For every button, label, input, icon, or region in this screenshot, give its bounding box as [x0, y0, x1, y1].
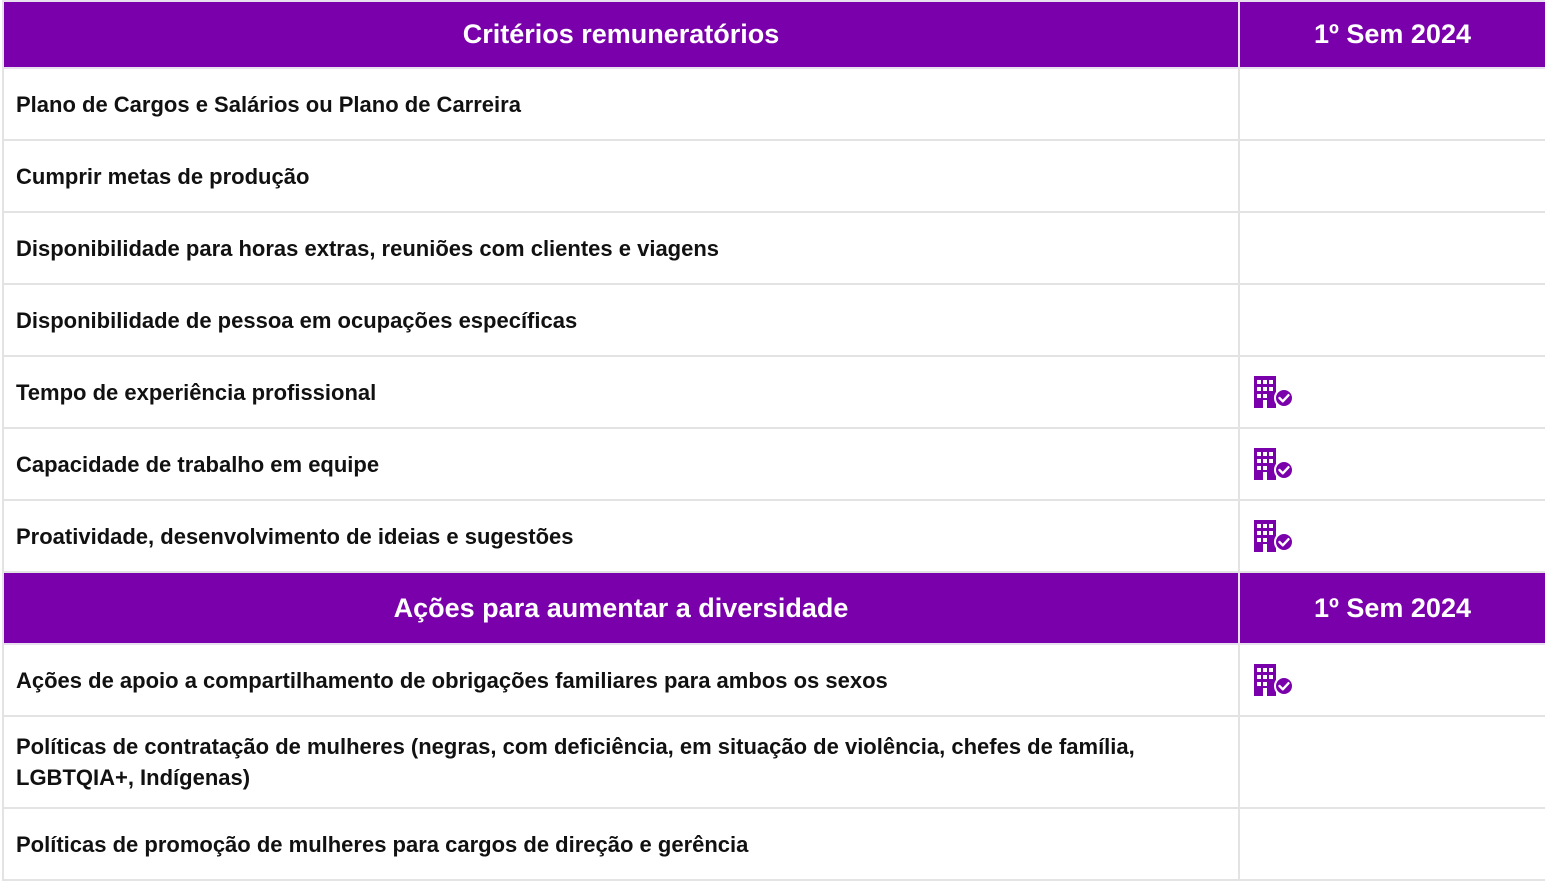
table-row: [3, 500, 1545, 572]
status-cell: [1239, 428, 1545, 500]
section-title: Ações para aumentar a diversidade: [3, 572, 1239, 644]
table-row: [3, 428, 1545, 500]
building-check-icon: [1252, 662, 1296, 698]
status-cell: [1239, 644, 1545, 716]
table-row: [3, 212, 1545, 284]
table-row: [3, 644, 1545, 716]
building-check-icon: [1252, 518, 1296, 554]
row-label: Capacidade de trabalho em equipe: [3, 428, 1239, 500]
table-row: [3, 284, 1545, 356]
building-check-icon: [1252, 374, 1296, 410]
section-header-row: [3, 572, 1545, 644]
building-check-icon: [1252, 446, 1296, 482]
status-cell: [1239, 284, 1545, 356]
status-cell: [1239, 356, 1545, 428]
status-cell: [1239, 716, 1545, 808]
criteria-table: [2, 0, 1545, 881]
row-label: Tempo de experiência profissional: [3, 356, 1239, 428]
row-label: Ações de apoio a compartilhamento de obrigações familiares para ambos os sexos: [3, 644, 1239, 716]
table-row: [3, 68, 1545, 140]
row-label: Disponibilidade de pessoa em ocupações específicas: [3, 284, 1239, 356]
section-title: Critérios remuneratórios: [3, 1, 1239, 68]
table-row: [3, 716, 1545, 808]
period-header: 1º Sem 2024: [1239, 1, 1545, 68]
row-label: Cumprir metas de produção: [3, 140, 1239, 212]
status-cell: [1239, 68, 1545, 140]
row-label: Disponibilidade para horas extras, reuniões com clientes e viagens: [3, 212, 1239, 284]
status-cell: [1239, 212, 1545, 284]
row-label: Políticas de contratação de mulheres (negras, com deficiência, em situação de violência, chefes de família, LGBTQIA+, Indígenas): [3, 716, 1239, 808]
row-label: Políticas de promoção de mulheres para cargos de direção e gerência: [3, 808, 1239, 880]
status-cell: [1239, 808, 1545, 880]
table-row: [3, 808, 1545, 880]
section-header-row: [3, 1, 1545, 68]
status-cell: [1239, 500, 1545, 572]
status-cell: [1239, 140, 1545, 212]
row-label: Plano de Cargos e Salários ou Plano de Carreira: [3, 68, 1239, 140]
row-label: Proatividade, desenvolvimento de ideias e sugestões: [3, 500, 1239, 572]
table-row: [3, 140, 1545, 212]
period-header: 1º Sem 2024: [1239, 572, 1545, 644]
table-row: [3, 356, 1545, 428]
